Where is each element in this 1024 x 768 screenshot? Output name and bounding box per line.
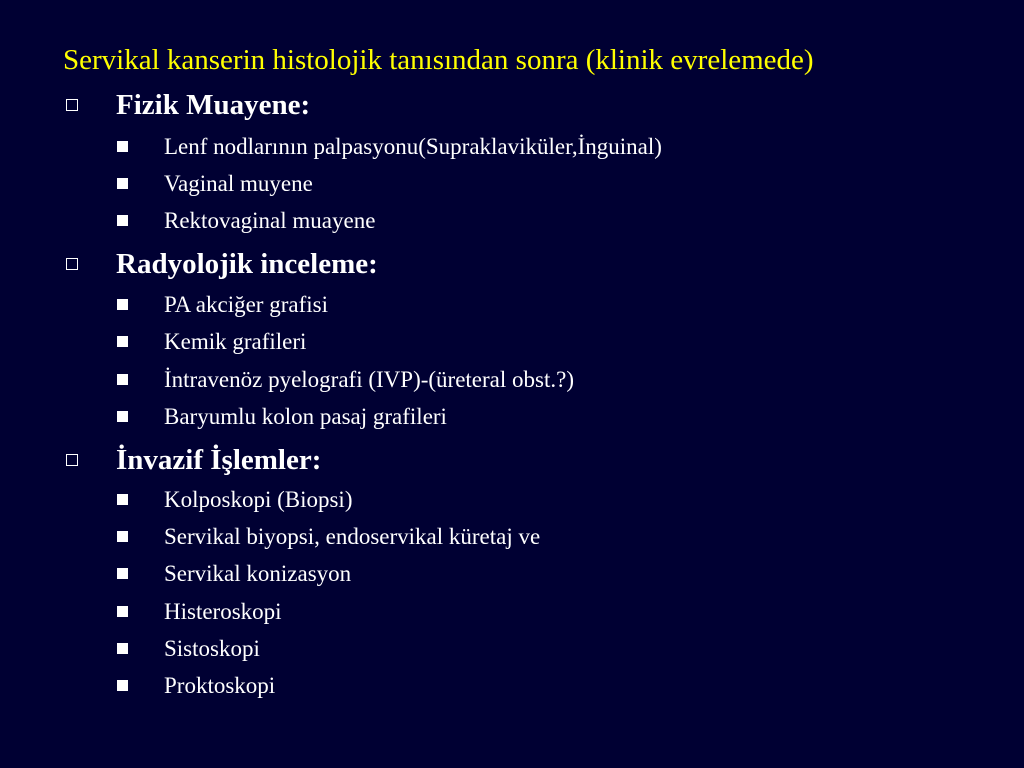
- list-item: [0, 323, 1024, 360]
- section-invazif-islemler: [0, 440, 1024, 480]
- solid-square-bullet-icon: [117, 606, 128, 617]
- list-item-label: Rektovaginal muayene: [164, 208, 376, 233]
- list-item-label: Proktoskopi: [164, 673, 276, 698]
- solid-square-bullet-icon: [117, 336, 128, 347]
- list-item-label: PA akciğer grafisi: [164, 292, 328, 317]
- solid-square-bullet-icon: [117, 215, 128, 226]
- list-item: [0, 630, 1024, 667]
- list-item: [0, 128, 1024, 165]
- list-item-label: Baryumlu kolon pasaj grafileri: [164, 404, 447, 429]
- solid-square-bullet-icon: [117, 178, 128, 189]
- list-item-label: Servikal biyopsi, endoservikal küretaj ve: [164, 524, 541, 549]
- section-heading: Fizik Muayene:: [116, 89, 311, 121]
- list-item-label: Vaginal muyene: [164, 171, 313, 196]
- list-item-label: İntravenöz pyelografi (IVP)-(üreteral obst.?): [164, 367, 574, 392]
- list-item: [0, 165, 1024, 202]
- list-item: [0, 555, 1024, 592]
- list-item-label: Sistoskopi: [164, 636, 260, 661]
- list-item: [0, 286, 1024, 323]
- list-item: [0, 593, 1024, 630]
- list-item: [0, 398, 1024, 435]
- solid-square-bullet-icon: [117, 643, 128, 654]
- solid-square-bullet-icon: [117, 299, 128, 310]
- slide-title: Servikal kanserin histolojik tanısından sonra (klinik evrelemede): [63, 44, 814, 76]
- solid-square-bullet-icon: [117, 568, 128, 579]
- list-item-label: Histeroskopi: [164, 599, 282, 624]
- list-item-label: Kemik grafileri: [164, 329, 307, 354]
- section-heading: İnvazif İşlemler:: [116, 444, 322, 476]
- hollow-square-bullet-icon: [66, 258, 78, 270]
- solid-square-bullet-icon: [117, 411, 128, 422]
- section-fizik-muayene: [0, 85, 1024, 125]
- hollow-square-bullet-icon: [66, 99, 78, 111]
- solid-square-bullet-icon: [117, 374, 128, 385]
- solid-square-bullet-icon: [117, 680, 128, 691]
- list-item: [0, 481, 1024, 518]
- list-item: [0, 361, 1024, 398]
- list-item-label: Lenf nodlarının palpasyonu(Supraklaviküler,İnguinal): [164, 134, 662, 159]
- list-item: [0, 667, 1024, 704]
- section-heading: Radyolojik inceleme:: [116, 248, 378, 280]
- section-radyolojik-inceleme: [0, 244, 1024, 284]
- list-item-label: Kolposkopi (Biopsi): [164, 487, 353, 512]
- list-item: [0, 518, 1024, 555]
- solid-square-bullet-icon: [117, 141, 128, 152]
- solid-square-bullet-icon: [117, 531, 128, 542]
- list-item-label: Servikal konizasyon: [164, 561, 352, 586]
- hollow-square-bullet-icon: [66, 454, 78, 466]
- list-item: [0, 202, 1024, 239]
- solid-square-bullet-icon: [117, 494, 128, 505]
